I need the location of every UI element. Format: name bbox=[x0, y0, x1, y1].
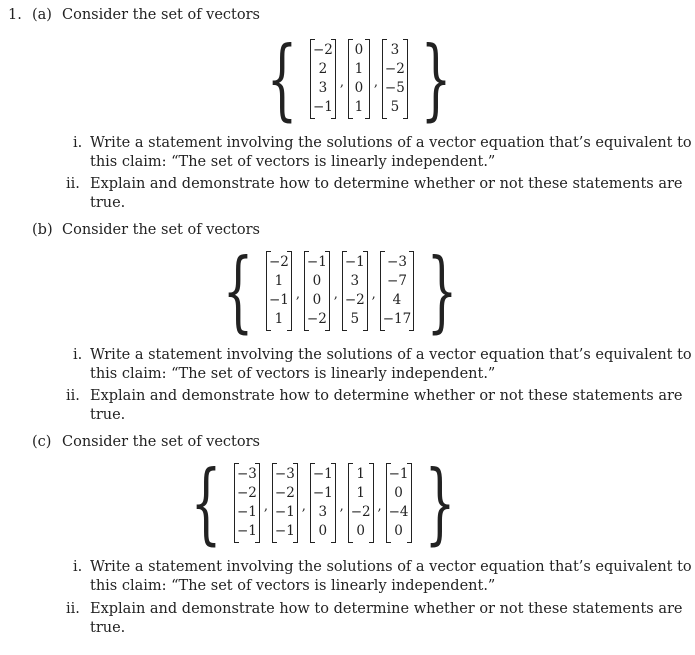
part-b-right-brace: } bbox=[426, 239, 458, 342]
vector-entry: 5 bbox=[350, 311, 360, 327]
part-a-intro: Consider the set of vectors bbox=[62, 7, 260, 23]
vector-entry: −2 bbox=[306, 311, 327, 327]
part-b-vector-3 bbox=[342, 251, 368, 331]
vector-entry: −1 bbox=[388, 466, 409, 482]
vector-entry: 4 bbox=[392, 292, 402, 308]
vector-entry: −1 bbox=[313, 99, 333, 115]
vector-separator: , bbox=[377, 498, 382, 514]
vector-entry: −1 bbox=[237, 523, 257, 539]
vector-separator: , bbox=[333, 286, 338, 302]
vector-entry: 0 bbox=[354, 42, 364, 58]
vector-entry: 0 bbox=[312, 292, 322, 308]
part-b-item-ii-text-line1: Explain and demonstrate how to determine whether or not these statements are bbox=[90, 388, 683, 404]
vector-entry: −2 bbox=[384, 61, 405, 77]
vector-entry: 2 bbox=[318, 61, 328, 77]
part-b-vector-2 bbox=[304, 251, 330, 331]
vector-entry: −2 bbox=[269, 254, 289, 270]
vector-entry: −1 bbox=[274, 504, 295, 520]
part-a-vector-1 bbox=[310, 39, 336, 119]
part-a-item-i-text-line1: Write a statement involving the solutions of a vector equation that’s equivalent to bbox=[90, 135, 692, 151]
vector-entry: 1 bbox=[356, 485, 365, 501]
part-b-left-brace: { bbox=[222, 239, 254, 342]
vector-entry: −5 bbox=[384, 80, 405, 96]
vector-entry: −1 bbox=[269, 292, 289, 308]
part-c-item-ii-text-line2: true. bbox=[90, 620, 126, 636]
vector-entry: −1 bbox=[274, 523, 295, 539]
vector-entry: 3 bbox=[350, 273, 360, 289]
vector-entry: 0 bbox=[354, 80, 364, 96]
part-c-vector-1 bbox=[234, 463, 260, 543]
vector-entry: 3 bbox=[318, 504, 328, 520]
part-b-item-i-text-line1: Write a statement involving the solutions of a vector equation that’s equivalent to bbox=[90, 347, 692, 363]
vector-entry: −2 bbox=[237, 485, 257, 501]
part-b-vector-4 bbox=[380, 251, 415, 331]
vector-separator: , bbox=[373, 74, 378, 90]
part-a-item-i-label: i. bbox=[73, 135, 83, 151]
part-b-item-i-label: i. bbox=[73, 347, 83, 363]
vector-entry: 1 bbox=[354, 99, 364, 115]
part-c-left-brace: { bbox=[190, 451, 222, 554]
part-c-vector-5 bbox=[386, 463, 412, 543]
part-a-item-ii-label: ii. bbox=[66, 176, 80, 192]
vector-entry: 0 bbox=[356, 523, 365, 539]
vector-entry: −2 bbox=[313, 42, 333, 58]
vector-entry: −3 bbox=[274, 466, 295, 482]
part-c-item-i-label: i. bbox=[73, 559, 83, 575]
part-a-vector-set bbox=[254, 27, 464, 130]
part-b-item-i-text-line2: this claim: “The set of vectors is linearly independent.” bbox=[90, 366, 496, 382]
part-a-item-ii-text-line2: true. bbox=[90, 195, 126, 211]
vector-separator: , bbox=[301, 498, 306, 514]
part-a-item-ii-text-line1: Explain and demonstrate how to determine whether or not these statements are bbox=[90, 176, 683, 192]
part-c-vector-4 bbox=[348, 463, 374, 543]
part-a-vector-3 bbox=[382, 39, 408, 119]
part-c-item-i-text-line1: Write a statement involving the solutions of a vector equation that’s equivalent to bbox=[90, 559, 692, 575]
vector-entry: 3 bbox=[390, 42, 400, 58]
part-a-label: (a) bbox=[32, 7, 52, 23]
part-c-item-ii-text-line1: Explain and demonstrate how to determine whether or not these statements are bbox=[90, 601, 683, 617]
vector-entry: −3 bbox=[387, 254, 407, 270]
vector-separator: , bbox=[263, 498, 268, 514]
part-b-item-ii-label: ii. bbox=[66, 388, 80, 404]
part-a-item-i-text-line2: this claim: “The set of vectors is linearly independent.” bbox=[90, 154, 496, 170]
vector-entry: −2 bbox=[344, 292, 365, 308]
vector-entry: 1 bbox=[274, 311, 284, 327]
vector-entry: −3 bbox=[237, 466, 257, 482]
vector-entry: −4 bbox=[388, 504, 409, 520]
part-b-vector-set bbox=[210, 239, 470, 342]
vector-entry: 1 bbox=[274, 273, 284, 289]
vector-separator: , bbox=[339, 74, 344, 90]
vector-entry: 1 bbox=[356, 466, 365, 482]
part-b-item-ii-text-line2: true. bbox=[90, 407, 126, 423]
vector-entry: 3 bbox=[318, 80, 328, 96]
part-a-right-brace: } bbox=[420, 27, 452, 130]
part-c-vector-3 bbox=[310, 463, 336, 543]
vector-separator: , bbox=[339, 498, 344, 514]
part-a-left-brace: { bbox=[266, 27, 298, 130]
part-b-vector-1 bbox=[266, 251, 292, 331]
vector-entry: −1 bbox=[237, 504, 257, 520]
vector-entry: −1 bbox=[344, 254, 365, 270]
vector-separator: , bbox=[371, 286, 376, 302]
vector-entry: −7 bbox=[387, 273, 407, 289]
vector-entry: −1 bbox=[312, 466, 333, 482]
part-c-label: (c) bbox=[32, 434, 52, 450]
vector-entry: 0 bbox=[318, 523, 328, 539]
part-c-item-i-text-line2: this claim: “The set of vectors is linearly independent.” bbox=[90, 578, 496, 594]
part-a-vector-2 bbox=[348, 39, 370, 119]
vector-separator: , bbox=[295, 286, 300, 302]
vector-entry: −2 bbox=[274, 485, 295, 501]
vector-entry: −2 bbox=[350, 504, 371, 520]
vector-entry: 0 bbox=[394, 485, 403, 501]
part-c-item-ii-label: ii. bbox=[66, 601, 80, 617]
vector-entry: 0 bbox=[312, 273, 322, 289]
part-c-intro: Consider the set of vectors bbox=[62, 434, 260, 450]
vector-entry: 5 bbox=[390, 99, 400, 115]
vector-entry: −1 bbox=[312, 485, 333, 501]
problem-number: 1. bbox=[8, 7, 22, 23]
part-c-vector-set bbox=[178, 451, 468, 554]
vector-entry: 0 bbox=[394, 523, 403, 539]
vector-entry: 1 bbox=[354, 61, 364, 77]
part-b-label: (b) bbox=[32, 222, 53, 238]
part-b-intro: Consider the set of vectors bbox=[62, 222, 260, 238]
part-c-right-brace: } bbox=[424, 451, 455, 554]
part-c-vector-2 bbox=[272, 463, 298, 543]
vector-entry: −17 bbox=[382, 311, 412, 327]
vector-entry: −1 bbox=[306, 254, 327, 270]
